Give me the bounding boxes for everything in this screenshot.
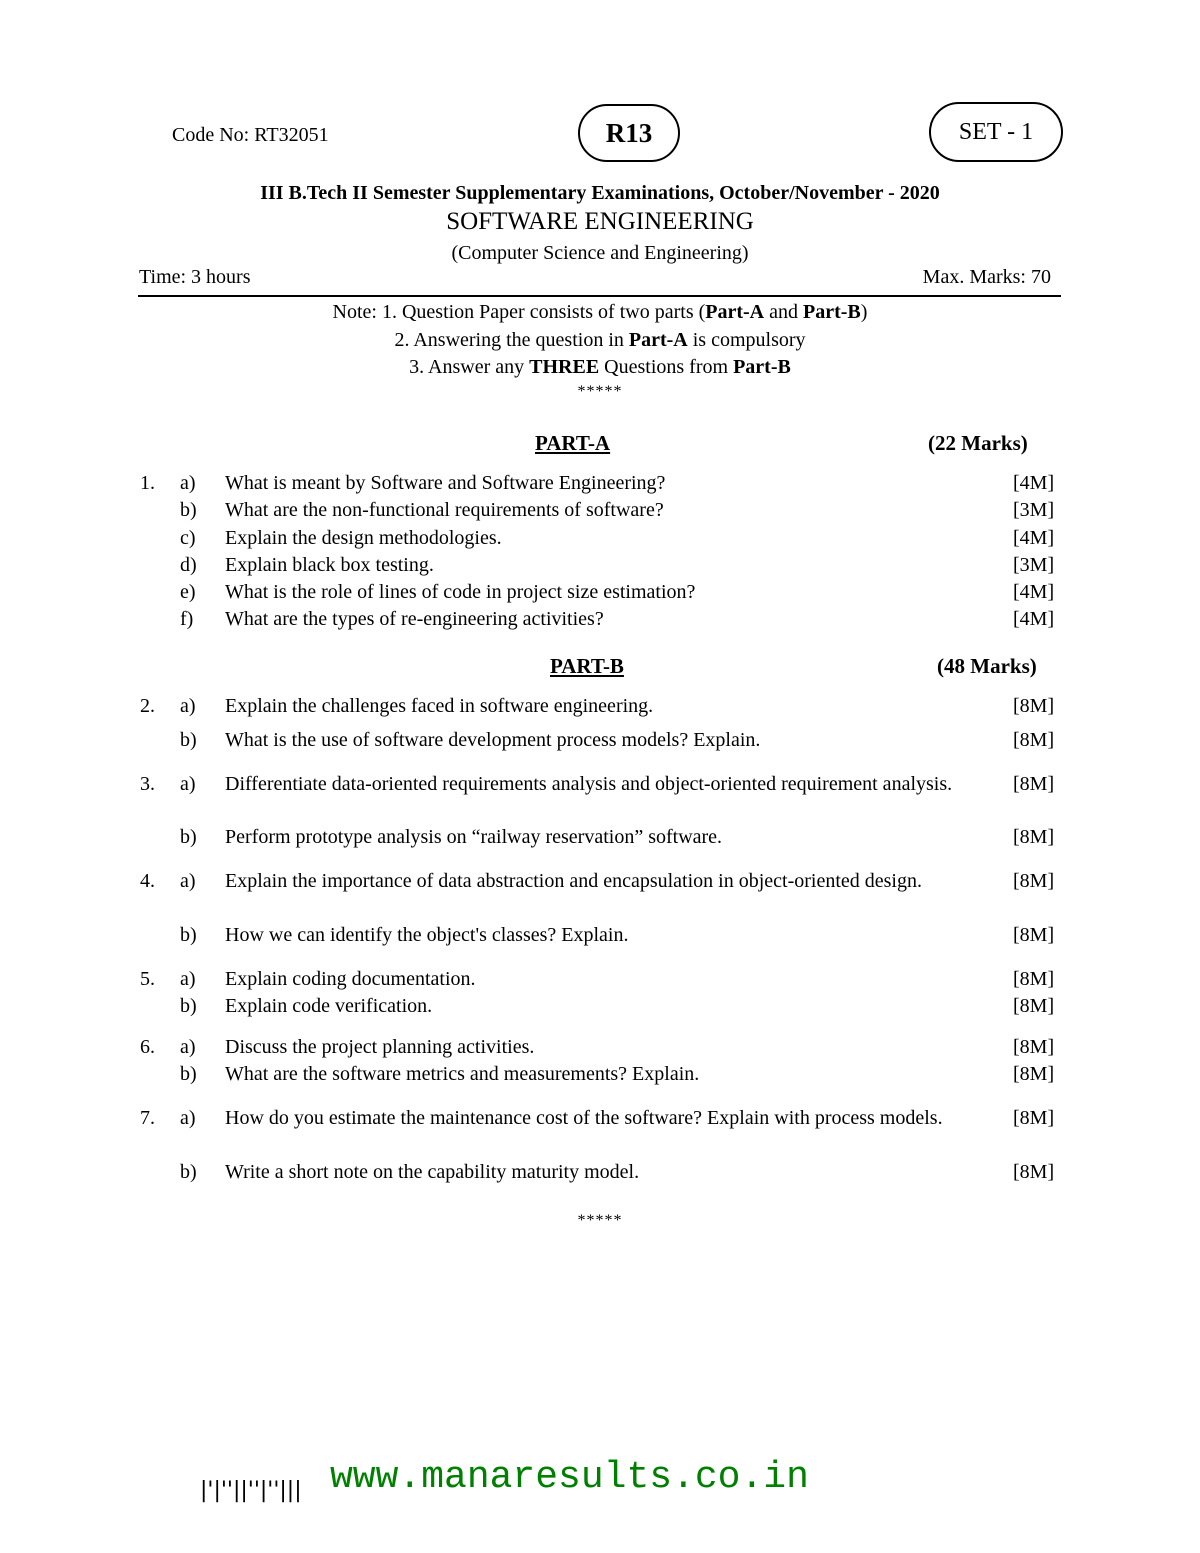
question-text: Perform prototype analysis on “railway reservation” software. (225, 826, 723, 848)
note-text: 3. Answer any (409, 356, 530, 378)
question-marks: [3M] (1013, 499, 1055, 521)
question-marks: [8M] (1013, 826, 1055, 848)
question-text: What are the software metrics and measurements? Explain. (225, 1063, 700, 1085)
question-marks: [8M] (1013, 1161, 1055, 1183)
question-marks: [8M] (1013, 1036, 1055, 1058)
question-text: How do you estimate the maintenance cost of the software? Explain with process models. (225, 1107, 943, 1129)
question-text: Explain the design methodologies. (225, 527, 502, 549)
sub-question-label: a) (180, 773, 196, 795)
question-number: 7. (140, 1107, 155, 1129)
question-marks: [8M] (1013, 924, 1055, 946)
question-text: Explain code verification. (225, 995, 433, 1017)
question-marks: [8M] (1013, 729, 1055, 751)
subject-title: SOFTWARE ENGINEERING (446, 208, 754, 235)
note-text: and (764, 301, 804, 323)
sub-question-label: e) (180, 581, 196, 603)
sub-question-label: b) (180, 924, 197, 946)
sub-question-label: f) (180, 608, 194, 630)
sub-question-label: b) (180, 729, 197, 751)
sub-question-label: b) (180, 995, 197, 1017)
part-b-title: PART-B (550, 654, 624, 678)
question-marks: [8M] (1013, 995, 1055, 1017)
question-number: 6. (140, 1036, 155, 1058)
question-marks: [8M] (1013, 968, 1055, 990)
question-text: What are the types of re-engineering activities? (225, 608, 604, 630)
exam-title: III B.Tech II Semester Supplementary Examinations, October/November - 2020 (260, 182, 940, 204)
question-text: Explain the importance of data abstraction and encapsulation in object-oriented design. (225, 870, 922, 892)
question-marks: [4M] (1013, 581, 1055, 603)
question-text: What is the use of software development process models? Explain. (225, 729, 761, 751)
sub-question-label: a) (180, 870, 196, 892)
question-text: Discuss the project planning activities. (225, 1036, 535, 1058)
question-text: Differentiate data-oriented requirements analysis and object-oriented requirement analysis. (225, 773, 953, 795)
time-marks-row (139, 266, 1051, 289)
code-number: Code No: RT32051 (172, 124, 329, 146)
part-a-title: PART-A (535, 431, 611, 455)
note-bold: Part-A (705, 301, 765, 323)
branch-name: (Computer Science and Engineering) (451, 242, 749, 264)
note-text: is compulsory (687, 329, 806, 351)
note-text: Questions from (599, 356, 734, 378)
question-marks: [8M] (1013, 1107, 1055, 1129)
note-line-2 (0, 329, 1200, 352)
question-number: 5. (140, 968, 155, 990)
note-text: Note: 1. Question Paper consists of two parts ( (332, 301, 706, 323)
set-badge: SET - 1 (929, 102, 1063, 162)
sub-question-label: d) (180, 554, 197, 576)
question-marks: [4M] (1013, 472, 1055, 494)
note-bold: Part-B (803, 301, 861, 323)
question-marks: [8M] (1013, 1063, 1055, 1085)
header-divider (138, 295, 1061, 297)
barcode-mark: |'|''||''|''||| (200, 1478, 302, 1503)
sub-question-label: a) (180, 1107, 196, 1129)
sub-question-label: a) (180, 968, 196, 990)
regulation-badge: R13 (578, 104, 680, 162)
question-marks: [8M] (1013, 695, 1055, 717)
question-text: What are the non-functional requirements of software? (225, 499, 664, 521)
question-marks: [8M] (1013, 773, 1055, 795)
question-marks: [4M] (1013, 527, 1055, 549)
website-link[interactable]: www.manaresults.co.in (330, 1456, 809, 1499)
question-text: Explain black box testing. (225, 554, 434, 576)
sub-question-label: c) (180, 527, 196, 549)
question-marks: [4M] (1013, 608, 1055, 630)
note-bold: Part-B (733, 356, 791, 378)
question-text: Write a short note on the capability maturity model. (225, 1161, 640, 1183)
question-text: Explain coding documentation. (225, 968, 476, 990)
end-stars: ***** (577, 1212, 623, 1229)
sub-question-label: a) (180, 695, 196, 717)
max-marks: Max. Marks: 70 (922, 266, 1051, 288)
question-number: 3. (140, 773, 155, 795)
note-text: 2. Answering the question in (394, 329, 629, 351)
question-number: 1. (140, 472, 155, 494)
question-text: What is meant by Software and Software Engineering? (225, 472, 666, 494)
sub-question-label: b) (180, 1063, 197, 1085)
note-bold: Part-A (628, 329, 688, 351)
sub-question-label: a) (180, 1036, 196, 1058)
sub-question-label: b) (180, 826, 197, 848)
question-marks: [8M] (1013, 870, 1055, 892)
note-stars: ***** (577, 383, 623, 400)
question-text: What is the role of lines of code in project size estimation? (225, 581, 696, 603)
part-a-marks: (22 Marks) (928, 431, 1028, 455)
part-b-marks: (48 Marks) (937, 654, 1037, 678)
note-line-1 (0, 301, 1200, 324)
question-text: Explain the challenges faced in software engineering. (225, 695, 654, 717)
question-marks: [3M] (1013, 554, 1055, 576)
sub-question-label: b) (180, 1161, 197, 1183)
question-number: 4. (140, 870, 155, 892)
note-bold: THREE (529, 356, 600, 378)
sub-question-label: b) (180, 499, 197, 521)
exam-duration: Time: 3 hours (139, 266, 251, 288)
note-line-3 (0, 356, 1200, 379)
note-text: ) (860, 301, 868, 323)
question-number: 2. (140, 695, 155, 717)
question-text: How we can identify the object's classes? Explain. (225, 924, 629, 946)
sub-question-label: a) (180, 472, 196, 494)
